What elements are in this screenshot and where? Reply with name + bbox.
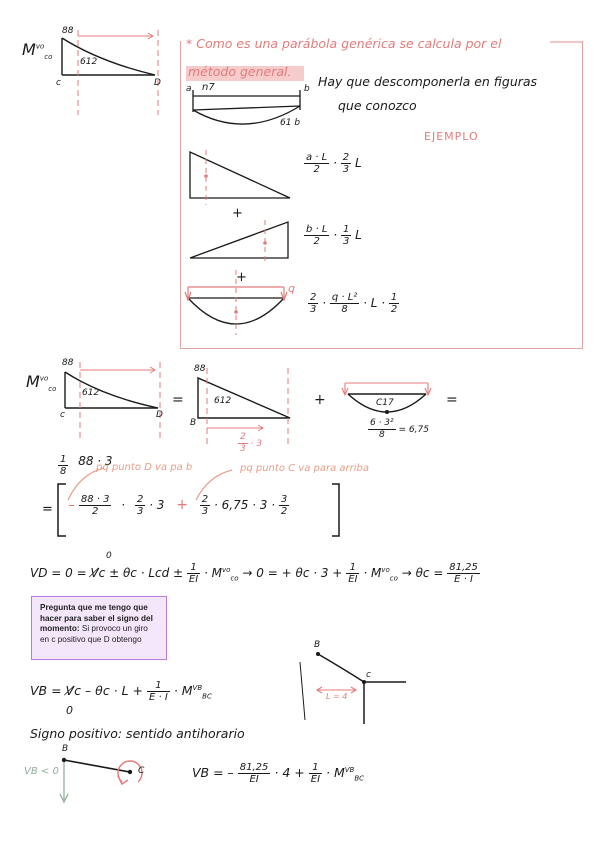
par-val: C17 (376, 398, 394, 408)
second-eq2: = (446, 392, 458, 408)
bottom-c: C (138, 766, 145, 776)
formula-3: $\frac{2}{3}$ · $\frac{\text{q · L²}}{8}$ · L · $\frac{1}{2}$ (310, 292, 398, 315)
vb-negative: VB < 0 (24, 766, 59, 777)
annotation-1: pq punto D va pa b (96, 462, 193, 473)
tri-612: 612 (214, 396, 232, 406)
second-d: D (156, 410, 163, 420)
vd-zero: 0 (106, 551, 112, 561)
top-m-label: $M^{vo}_{co}$ (22, 40, 53, 62)
bottom-b: B (62, 744, 69, 754)
one-eighth-line: $\frac{1}{8}$ 88 · 3 (60, 454, 113, 477)
bracket-equation: – $\frac{88 \cdot 3}{2}$ · $\frac{2}{3}$ · 3 + $\frac{2}{3}$ · 6,75 · 3 · $\frac{3}{2}$ (68, 494, 288, 517)
top-612: 612 (80, 57, 98, 67)
tri-88: 88 (194, 364, 206, 374)
frame-diagram (300, 652, 406, 724)
bottom-equation: VB = – $\frac{81,25}{EI}$ · 4 + $\frac{1}{EI}$ · $M^{VB}_{BC}$ (192, 762, 365, 785)
vb-zero: 0 (66, 704, 73, 717)
formula-1: $\frac{a \cdot L}{2}$ · $\frac{2}{3}$ L (306, 152, 362, 175)
bottom-bc-diagram (60, 758, 145, 802)
second-moment-diagram (65, 362, 160, 440)
example-label: EJEMPLO (424, 130, 479, 143)
top-moment-diagram (62, 30, 158, 115)
box-intro-line2: Hay que descomponerla en figuras (318, 74, 538, 89)
top-d: D (154, 78, 161, 88)
par-fraction: $\frac{\text{6 · 3²}}{8}$ = 6,75 (370, 418, 429, 440)
beam-bottom-val: 61 b (280, 118, 301, 128)
second-m-label: $M^{vo}_{co}$ (26, 372, 57, 394)
second-c: c (60, 410, 65, 420)
frame-l: L = 4 (326, 692, 348, 701)
second-88: 88 (62, 358, 74, 368)
second-plus: + (314, 392, 326, 408)
question-note: Pregunta que me tengo que hacer para saber el signo del momento: Si provoco un giro en c positivo que D obtengo (31, 596, 167, 660)
box-plus-2: + (236, 270, 247, 285)
formula-2: $\frac{b \cdot L}{2}$ · $\frac{1}{3}$ L (306, 224, 362, 247)
box-intro-line1: * Como es una parábola genérica se calcula por el (186, 36, 502, 51)
second-612: 612 (82, 388, 100, 398)
vd-equation: VD = 0 = V̸c ± θc · Lcd ± $\frac{1}{EI}$ · $M^{vo}_{co} \to 0$ = + θc · 3 + $\frac{1}{EI}$ · $M^{vo}_{co} \to \theta c$ = $\frac{81,25}{E \cdot I}$ (30, 562, 478, 585)
q-label: q (288, 282, 295, 295)
beam-a: a (186, 84, 192, 94)
box-intro-highlight: método general. (188, 64, 292, 79)
sign-line: Signo positivo: sentido antihorario (30, 726, 245, 741)
top-c: c (56, 78, 61, 88)
top-88: 88 (62, 26, 74, 36)
annotation-2: pq punto C va para arriba (240, 463, 369, 474)
beam-b: b (304, 84, 310, 94)
frame-b: B (314, 640, 321, 650)
frame-c: c (366, 670, 371, 680)
box-plus-1: + (232, 206, 243, 221)
box-intro-line3: que conozco (338, 98, 417, 113)
tri-fraction: $\frac{2}{3}$ · 3 (240, 432, 263, 454)
second-eq: = (172, 392, 184, 408)
tri-b: B (190, 418, 197, 428)
bracket-eq-sign: = (42, 502, 53, 517)
vb-equation: VB = V̸c – θc · L + $\frac{1}{E \cdot I}$ · $M^{VB}_{BC}$ (30, 680, 212, 703)
beam-top-val: n7 (202, 82, 215, 93)
